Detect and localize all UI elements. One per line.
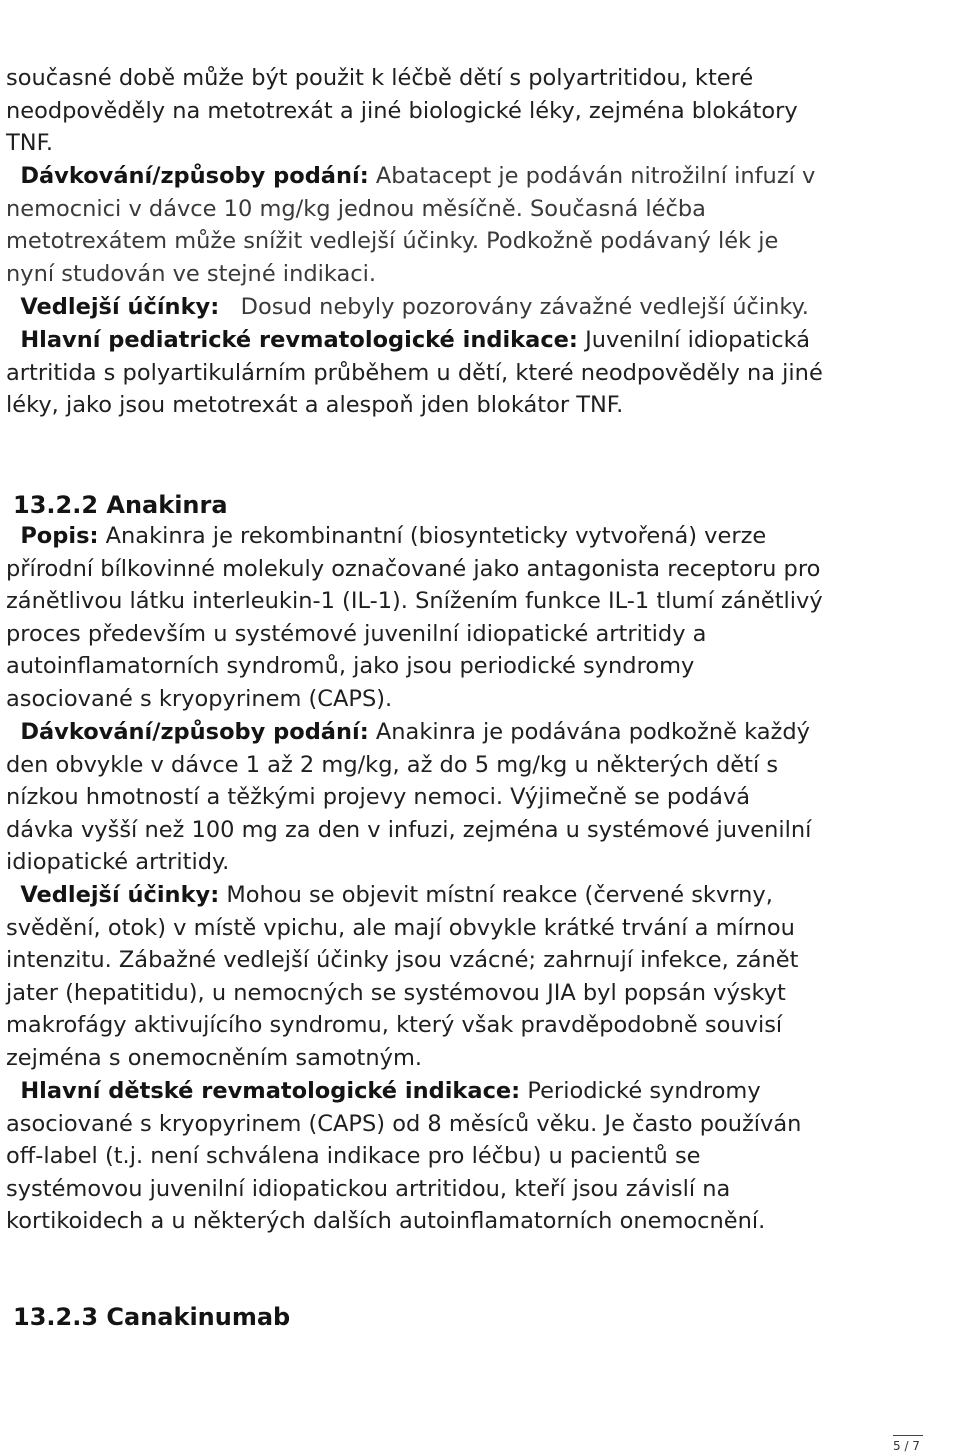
text-span: Mohou se objevit místní reakce (červené skvrny, <box>226 882 773 908</box>
paragraph-intro <box>6 62 956 160</box>
text-span: Anakinra je rekombinantní (biosynteticky vytvořená) verze <box>105 523 767 549</box>
label-side-effects: Vedlejší účinky: <box>20 882 220 908</box>
text-span: Dosud nebyly pozorovány závažné vedlejší účinky. <box>240 294 809 320</box>
text-span: Juvenilní idiopatická <box>585 327 811 353</box>
paragraph-abatacept-dosage <box>6 160 956 290</box>
text-line: idiopatické artritidy. <box>6 849 230 876</box>
text-line <box>6 716 956 749</box>
text-line: asociované s kryopyrinem (CAPS) od 8 měsíců věku. Je často používán <box>6 1110 802 1137</box>
paragraph-anakinra-side-effects <box>6 879 956 1075</box>
text-line: autoinflamatorních syndromů, jako jsou periodické syndromy <box>6 653 695 680</box>
text-line: off-label (t.j. není schválena indikace pro léčbu) u pacientů se <box>6 1143 701 1170</box>
text-line: metotrexátem může snížit vedlejší účinky. Podkožně podávaný lék je <box>6 228 779 255</box>
text-span: Periodické syndromy <box>527 1078 761 1104</box>
text-line: proces především u systémové juvenilní idiopatické artritidy a <box>6 620 707 647</box>
label-indications: Hlavní pediatrické revmatologické indikace: <box>20 327 578 353</box>
text-line <box>6 160 956 193</box>
section-heading-canakinumab: 13.2.3 Canakinumab <box>13 1303 291 1331</box>
text-line: nyní studován ve stejné indikaci. <box>6 260 377 287</box>
paragraph-anakinra-description <box>6 520 956 716</box>
paragraph-anakinra-dosage <box>6 716 956 879</box>
text-line: artritida s polyartikulárním průběhem u dětí, které neodpověděly na jiné <box>6 359 823 386</box>
paragraph-anakinra-indications <box>6 1075 956 1238</box>
text-line: den obvykle v dávce 1 až 2 mg/kg, až do 5 mg/kg u některých dětí s <box>6 751 779 778</box>
text-line: kortikoidech a u některých dalších autoinflamatorních onemocnění. <box>6 1208 766 1235</box>
text-line: přírodní bílkovinné molekuly označované jako antagonista receptoru pro <box>6 555 821 582</box>
text-line: TNF. <box>6 130 54 157</box>
text-line: léky, jako jsou metotrexát a alespoň jden blokátor TNF. <box>6 392 624 419</box>
footer-rule <box>893 1435 923 1436</box>
label-description: Popis: <box>20 523 99 549</box>
text-line: dávka vyšší než 100 mg za den v infuzi, zejména u systémové juvenilní <box>6 816 812 843</box>
section-heading-anakinra: 13.2.2 Anakinra <box>13 491 228 519</box>
label-side-effects: Vedlejší účínky: <box>20 294 220 320</box>
label-indications: Hlavní dětské revmatologické indikace: <box>20 1078 521 1104</box>
label-dosage: Dávkování/způsoby podání: <box>20 163 369 189</box>
text-line: asociované s kryopyrinem (CAPS). <box>6 685 393 712</box>
text-line <box>6 291 956 324</box>
text-line: makrofágy aktivujícího syndromu, který však pravděpodobně souvisí <box>6 1012 783 1039</box>
text-line: zánětlivou látku interleukin-1 (IL-1). Snížením funkce IL-1 tlumí zánětlivý <box>6 588 823 615</box>
text-line: jater (hepatitidu), u nemocných se systémovou JIA byl popsán výskyt <box>6 979 786 1006</box>
label-dosage: Dávkování/způsoby podání: <box>20 719 369 745</box>
text-line <box>6 1075 956 1108</box>
paragraph-abatacept-side-effects <box>6 291 956 324</box>
text-line: intenzitu. Zábažné vedlejší účinky jsou vzácné; zahrnují infekce, zánět <box>6 947 799 974</box>
text-line: svědění, otok) v místě vpichu, ale mají obvykle krátké trvání a mírnou <box>6 914 795 941</box>
text-span: Anakinra je podávána podkožně každý <box>375 719 810 745</box>
text-line <box>6 324 956 357</box>
text-line: zejména s onemocněním samotným. <box>6 1044 423 1071</box>
text-line: současné době může být použit k léčbě dětí s polyartritidou, které <box>6 65 754 91</box>
text-line: nízkou hmotností a těžkými projevy nemoci. Výjimečně se podává <box>6 784 751 811</box>
paragraph-abatacept-indications <box>6 324 956 422</box>
text-span: Abatacept je podáván nitrožilní infuzí v <box>375 163 816 189</box>
text-line: nemocnici v dávce 10 mg/kg jednou měsíčně. Současná léčba <box>6 195 706 222</box>
text-line: neodpověděly na metotrexát a jiné biologické léky, zejména blokátory <box>6 97 798 124</box>
text-line <box>6 879 956 912</box>
text-line: systémovou juvenilní idiopatickou artritidou, kteří jsou závislí na <box>6 1175 731 1202</box>
page-number: 5 / 7 <box>893 1439 920 1453</box>
text-line <box>6 520 956 553</box>
